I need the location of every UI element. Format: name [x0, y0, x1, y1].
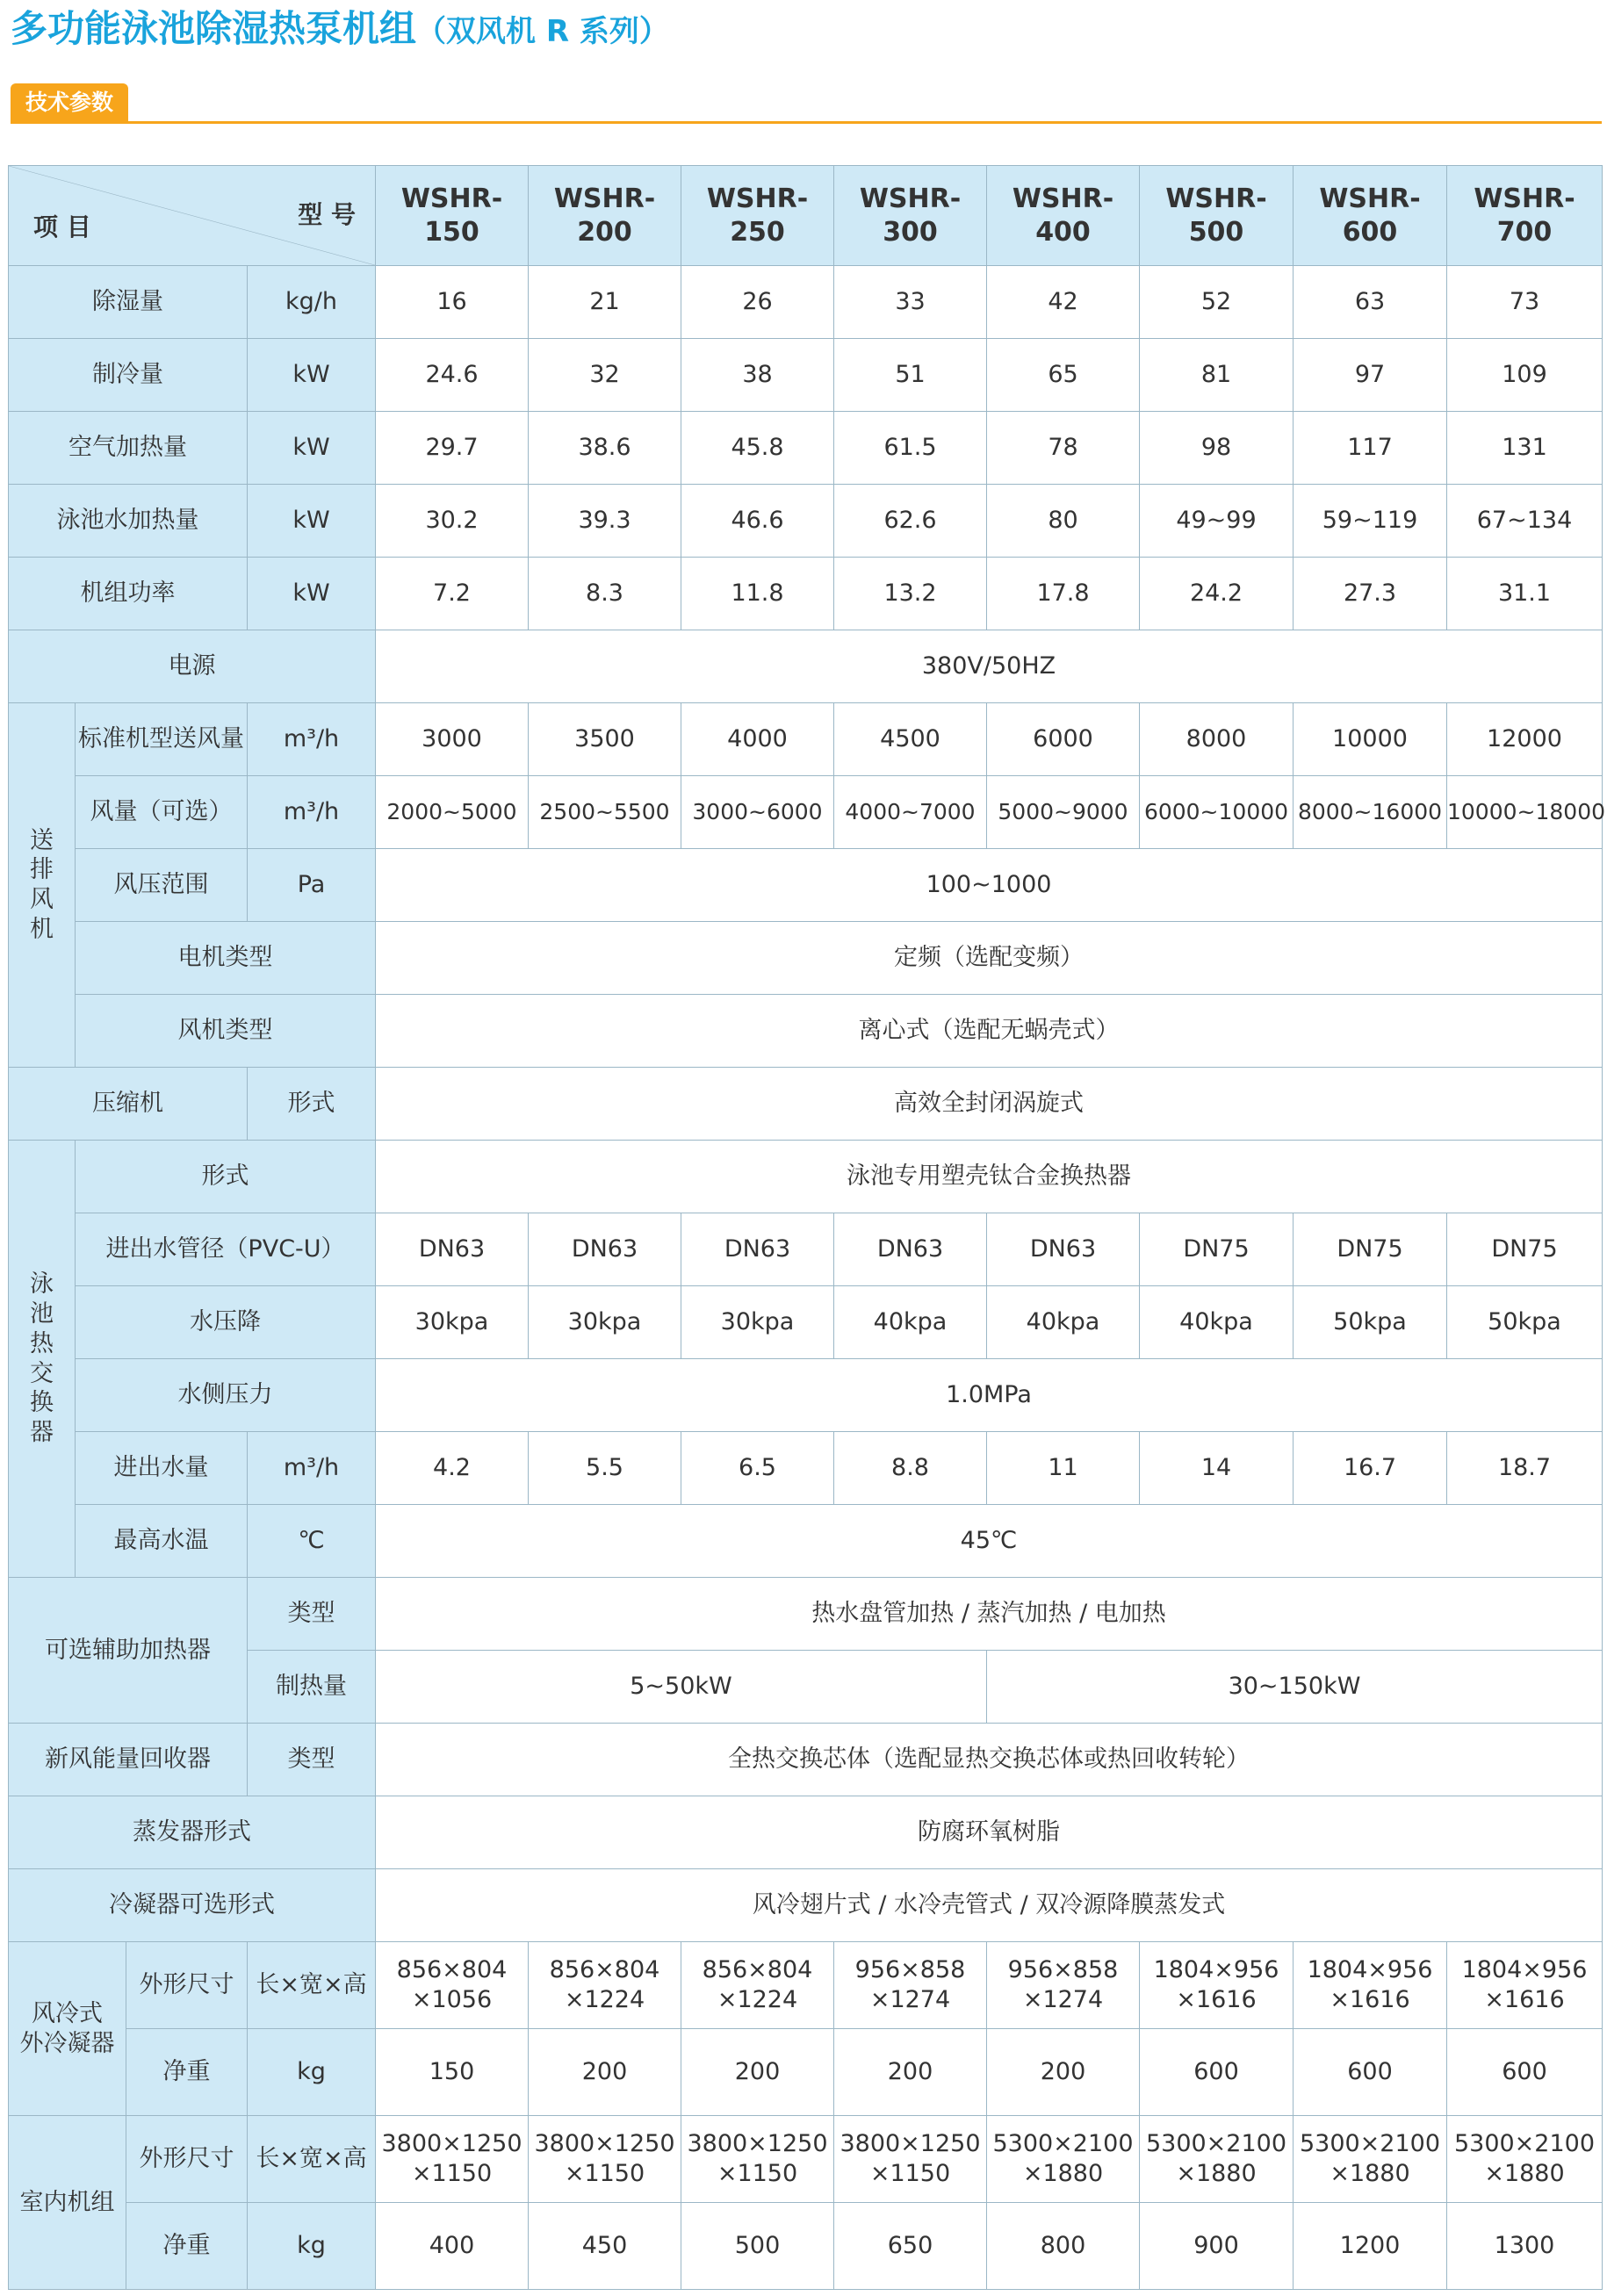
- power-value: 27.3: [1294, 558, 1447, 630]
- model-header: WSHR- 200: [529, 166, 681, 266]
- rectype-value: 全热交换芯体（选配显热交换芯体或热回收转轮）: [376, 1724, 1603, 1796]
- table-row: [9, 1068, 1603, 1141]
- table-row: [9, 1796, 1603, 1869]
- condwt-value: 150: [376, 2029, 529, 2116]
- waterflow-unit: m³/h: [248, 1432, 376, 1505]
- airheat-value: 117: [1294, 412, 1447, 485]
- waterflow-value: 14: [1140, 1432, 1294, 1505]
- conddim-value: 956×858 ×1274: [834, 1942, 987, 2029]
- dehum-unit: kg/h: [248, 266, 376, 339]
- inwt-unit: kg: [248, 2203, 376, 2290]
- dehum-value: 42: [987, 266, 1140, 339]
- airheat-value: 61.5: [834, 412, 987, 485]
- inwt-value: 800: [987, 2203, 1140, 2290]
- waterflow-value: 11: [987, 1432, 1140, 1505]
- table-row: [9, 1724, 1603, 1796]
- page-title: [11, 0, 669, 58]
- table-row: [9, 1651, 1603, 1724]
- model-header: WSHR- 250: [681, 166, 834, 266]
- compform-unit: 形式: [248, 1068, 376, 1141]
- waterflow-value: 4.2: [376, 1432, 529, 1505]
- table-row: [9, 1869, 1603, 1942]
- dehum-value: 52: [1140, 266, 1294, 339]
- model-header: WSHR- 300: [834, 166, 987, 266]
- inwt-value: 1300: [1447, 2203, 1603, 2290]
- waterflow-value: 6.5: [681, 1432, 834, 1505]
- cond-label: 冷凝器可选形式: [9, 1869, 376, 1942]
- drop-value: 30kpa: [529, 1286, 681, 1359]
- supply-value: 380V/50HZ: [376, 630, 1603, 703]
- power-value: 24.2: [1140, 558, 1294, 630]
- airheat-value: 98: [1140, 412, 1294, 485]
- condwt-unit: kg: [248, 2029, 376, 2116]
- table-row: [9, 995, 1603, 1068]
- maxtemp-unit: ℃: [248, 1505, 376, 1578]
- table-row: [9, 1286, 1603, 1359]
- waterflow-value: 18.7: [1447, 1432, 1603, 1505]
- indim-value: 3800×1250 ×1150: [529, 2116, 681, 2203]
- cooling-value: 32: [529, 339, 681, 412]
- table-row: [9, 630, 1603, 703]
- airflowopt-value: 2500~5500: [529, 776, 681, 849]
- group-hx: 泳 池 热 交 换 器: [9, 1141, 76, 1578]
- cooling-value: 109: [1447, 339, 1603, 412]
- section-divider: [11, 121, 1602, 124]
- waterflow-value: 5.5: [529, 1432, 681, 1505]
- table-row: [9, 2029, 1603, 2116]
- dehum-value: 33: [834, 266, 987, 339]
- hxform-label: 形式: [76, 1141, 376, 1213]
- header-corner: [9, 166, 376, 266]
- airflow-value: 3000: [376, 703, 529, 776]
- airheat-value: 131: [1447, 412, 1603, 485]
- drop-value: 30kpa: [681, 1286, 834, 1359]
- model-header: WSHR- 600: [1294, 166, 1447, 266]
- condwt-value: 200: [834, 2029, 987, 2116]
- pressure-label: 风压范围: [76, 849, 248, 922]
- conddim-label: 外形尺寸: [126, 1942, 248, 2029]
- group-fan: 送 排 风 机: [9, 703, 76, 1068]
- airflowopt-value: 10000~18000: [1447, 776, 1603, 849]
- inwt-value: 1200: [1294, 2203, 1447, 2290]
- airheat-value: 78: [987, 412, 1140, 485]
- airflowopt-unit: m³/h: [248, 776, 376, 849]
- header-item-label: 项 目: [33, 212, 91, 241]
- airflow-value: 6000: [987, 703, 1140, 776]
- section-tag: 技术参数: [11, 83, 128, 122]
- airflow-value: 12000: [1447, 703, 1603, 776]
- drop-value: 40kpa: [987, 1286, 1140, 1359]
- table-row: [9, 1359, 1603, 1432]
- airflowopt-label: 风量（可选）: [76, 776, 248, 849]
- condwt-value: 600: [1140, 2029, 1294, 2116]
- airflow-value: 8000: [1140, 703, 1294, 776]
- airflowopt-value: 4000~7000: [834, 776, 987, 849]
- cooling-value: 81: [1140, 339, 1294, 412]
- conddim-value: 956×858 ×1274: [987, 1942, 1140, 2029]
- header-model-label: 型 号: [298, 200, 356, 229]
- conddim-value: 856×804 ×1056: [376, 1942, 529, 2029]
- fantype-value: 离心式（选配无蜗壳式）: [376, 995, 1603, 1068]
- pipe-value: DN75: [1294, 1213, 1447, 1286]
- poolheat-label: 泳池水加热量: [9, 485, 248, 558]
- table-row: [9, 922, 1603, 995]
- pressure-value: 100~1000: [376, 849, 1603, 922]
- table-row: [9, 849, 1603, 922]
- condwt-value: 600: [1294, 2029, 1447, 2116]
- airheat-value: 29.7: [376, 412, 529, 485]
- group-aux: 可选辅助加热器: [9, 1578, 248, 1724]
- waterflow-value: 8.8: [834, 1432, 987, 1505]
- power-value: 11.8: [681, 558, 834, 630]
- motor-label: 电机类型: [76, 922, 376, 995]
- indim-value: 5300×2100 ×1880: [1447, 2116, 1603, 2203]
- table-row: [9, 266, 1603, 339]
- airflow-value: 10000: [1294, 703, 1447, 776]
- poolheat-unit: kW: [248, 485, 376, 558]
- table-row: [9, 166, 1603, 266]
- group-indoor: 室内机组: [9, 2116, 126, 2290]
- waterp-value: 1.0MPa: [376, 1359, 1603, 1432]
- table-row: [9, 1432, 1603, 1505]
- spec-table: [8, 165, 1606, 2290]
- power-value: 13.2: [834, 558, 987, 630]
- pipe-value: DN63: [376, 1213, 529, 1286]
- evap-label: 蒸发器形式: [9, 1796, 376, 1869]
- table-row: [9, 412, 1603, 485]
- airflow-label: 标准机型送风量: [76, 703, 248, 776]
- airheat-value: 45.8: [681, 412, 834, 485]
- power-unit: kW: [248, 558, 376, 630]
- cooling-unit: kW: [248, 339, 376, 412]
- waterflow-value: 16.7: [1294, 1432, 1447, 1505]
- inwt-label: 净重: [126, 2203, 248, 2290]
- indim-unit: 长×宽×高: [248, 2116, 376, 2203]
- drop-label: 水压降: [76, 1286, 376, 1359]
- cooling-value: 97: [1294, 339, 1447, 412]
- auxheat-value-low: 5~50kW: [376, 1651, 987, 1724]
- table-row: [9, 485, 1603, 558]
- table-row: [9, 558, 1603, 630]
- evap-value: 防腐环氧树脂: [376, 1796, 1603, 1869]
- table-row: [9, 1942, 1603, 2029]
- pipe-value: DN63: [987, 1213, 1140, 1286]
- inwt-value: 450: [529, 2203, 681, 2290]
- waterflow-label: 进出水量: [76, 1432, 248, 1505]
- table-row: [9, 1141, 1603, 1213]
- dehum-label: 除湿量: [9, 266, 248, 339]
- pipe-label: 进出水管径（PVC-U）: [76, 1213, 376, 1286]
- table-row: [9, 776, 1603, 849]
- airflowopt-value: 8000~16000: [1294, 776, 1447, 849]
- conddim-value: 1804×956 ×1616: [1140, 1942, 1294, 2029]
- group-compressor: 压缩机: [9, 1068, 248, 1141]
- table-row: [9, 703, 1603, 776]
- airheat-label: 空气加热量: [9, 412, 248, 485]
- power-value: 7.2: [376, 558, 529, 630]
- condwt-value: 200: [681, 2029, 834, 2116]
- maxtemp-label: 最高水温: [76, 1505, 248, 1578]
- condwt-value: 200: [529, 2029, 681, 2116]
- dehum-value: 73: [1447, 266, 1603, 339]
- pipe-value: DN75: [1447, 1213, 1603, 1286]
- poolheat-value: 67~134: [1447, 485, 1603, 558]
- table-row: [9, 339, 1603, 412]
- model-header: WSHR- 400: [987, 166, 1140, 266]
- dehum-value: 16: [376, 266, 529, 339]
- conddim-value: 1804×956 ×1616: [1294, 1942, 1447, 2029]
- drop-value: 40kpa: [834, 1286, 987, 1359]
- table-row: [9, 1505, 1603, 1578]
- indim-value: 3800×1250 ×1150: [834, 2116, 987, 2203]
- pressure-unit: Pa: [248, 849, 376, 922]
- model-header: WSHR- 150: [376, 166, 529, 266]
- poolheat-value: 59~119: [1294, 485, 1447, 558]
- airflow-value: 3500: [529, 703, 681, 776]
- rectype-unit: 类型: [248, 1724, 376, 1796]
- drop-value: 30kpa: [376, 1286, 529, 1359]
- inwt-value: 400: [376, 2203, 529, 2290]
- airheat-value: 38.6: [529, 412, 681, 485]
- condwt-value: 600: [1447, 2029, 1603, 2116]
- poolheat-value: 80: [987, 485, 1140, 558]
- auxtype-unit: 类型: [248, 1578, 376, 1651]
- drop-value: 40kpa: [1140, 1286, 1294, 1359]
- poolheat-value: 39.3: [529, 485, 681, 558]
- table-row: [9, 2203, 1603, 2290]
- hxform-value: 泳池专用塑壳钛合金换热器: [376, 1141, 1603, 1213]
- motor-value: 定频（选配变频）: [376, 922, 1603, 995]
- indim-value: 5300×2100 ×1880: [987, 2116, 1140, 2203]
- cooling-value: 24.6: [376, 339, 529, 412]
- poolheat-value: 30.2: [376, 485, 529, 558]
- power-value: 31.1: [1447, 558, 1603, 630]
- waterp-label: 水侧压力: [76, 1359, 376, 1432]
- cooling-value: 51: [834, 339, 987, 412]
- group-condenser: 风冷式 外冷凝器: [9, 1942, 126, 2116]
- title-sub: （双风机 R 系列）: [416, 14, 669, 49]
- drop-value: 50kpa: [1447, 1286, 1603, 1359]
- power-value: 8.3: [529, 558, 681, 630]
- airheat-unit: kW: [248, 412, 376, 485]
- poolheat-value: 46.6: [681, 485, 834, 558]
- cooling-value: 65: [987, 339, 1140, 412]
- title-main: 多功能泳池除湿热泵机组: [11, 7, 417, 50]
- pipe-value: DN63: [681, 1213, 834, 1286]
- pipe-value: DN63: [834, 1213, 987, 1286]
- airflowopt-value: 3000~6000: [681, 776, 834, 849]
- airflowopt-value: 2000~5000: [376, 776, 529, 849]
- spec-table-body: [9, 166, 1606, 2290]
- maxtemp-value: 45℃: [376, 1505, 1603, 1578]
- airflow-unit: m³/h: [248, 703, 376, 776]
- cond-value: 风冷翅片式 / 水冷壳管式 / 双冷源降膜蒸发式: [376, 1869, 1603, 1942]
- condwt-label: 净重: [126, 2029, 248, 2116]
- supply-label: 电源: [9, 630, 376, 703]
- power-value: 17.8: [987, 558, 1140, 630]
- table-row: [9, 2116, 1603, 2203]
- drop-value: 50kpa: [1294, 1286, 1447, 1359]
- poolheat-value: 62.6: [834, 485, 987, 558]
- condwt-value: 200: [987, 2029, 1140, 2116]
- table-row: [9, 1213, 1603, 1286]
- indim-value: 3800×1250 ×1150: [376, 2116, 529, 2203]
- dehum-value: 63: [1294, 266, 1447, 339]
- auxheat-unit: 制热量: [248, 1651, 376, 1724]
- airflow-value: 4500: [834, 703, 987, 776]
- pipe-value: DN63: [529, 1213, 681, 1286]
- model-header: WSHR- 500: [1140, 166, 1294, 266]
- indim-value: 5300×2100 ×1880: [1140, 2116, 1294, 2203]
- dehum-value: 26: [681, 266, 834, 339]
- airflow-value: 4000: [681, 703, 834, 776]
- auxheat-value-high: 30~150kW: [987, 1651, 1603, 1724]
- indim-label: 外形尺寸: [126, 2116, 248, 2203]
- indim-value: 5300×2100 ×1880: [1294, 2116, 1447, 2203]
- pipe-value: DN75: [1140, 1213, 1294, 1286]
- conddim-value: 1804×956 ×1616: [1447, 1942, 1603, 2029]
- inwt-value: 900: [1140, 2203, 1294, 2290]
- airflowopt-value: 6000~10000: [1140, 776, 1294, 849]
- dehum-value: 21: [529, 266, 681, 339]
- compform-value: 高效全封闭涡旋式: [376, 1068, 1603, 1141]
- cooling-value: 38: [681, 339, 834, 412]
- conddim-unit: 长×宽×高: [248, 1942, 376, 2029]
- inwt-value: 500: [681, 2203, 834, 2290]
- cooling-label: 制冷量: [9, 339, 248, 412]
- power-label: 机组功率: [9, 558, 248, 630]
- conddim-value: 856×804 ×1224: [681, 1942, 834, 2029]
- group-recovery: 新风能量回收器: [9, 1724, 248, 1796]
- conddim-value: 856×804 ×1224: [529, 1942, 681, 2029]
- model-header: WSHR- 700: [1447, 166, 1603, 266]
- airflowopt-value: 5000~9000: [987, 776, 1140, 849]
- inwt-value: 650: [834, 2203, 987, 2290]
- indim-value: 3800×1250 ×1150: [681, 2116, 834, 2203]
- auxtype-value: 热水盘管加热 / 蒸汽加热 / 电加热: [376, 1578, 1603, 1651]
- fantype-label: 风机类型: [76, 995, 376, 1068]
- table-row: [9, 1578, 1603, 1651]
- poolheat-value: 49~99: [1140, 485, 1294, 558]
